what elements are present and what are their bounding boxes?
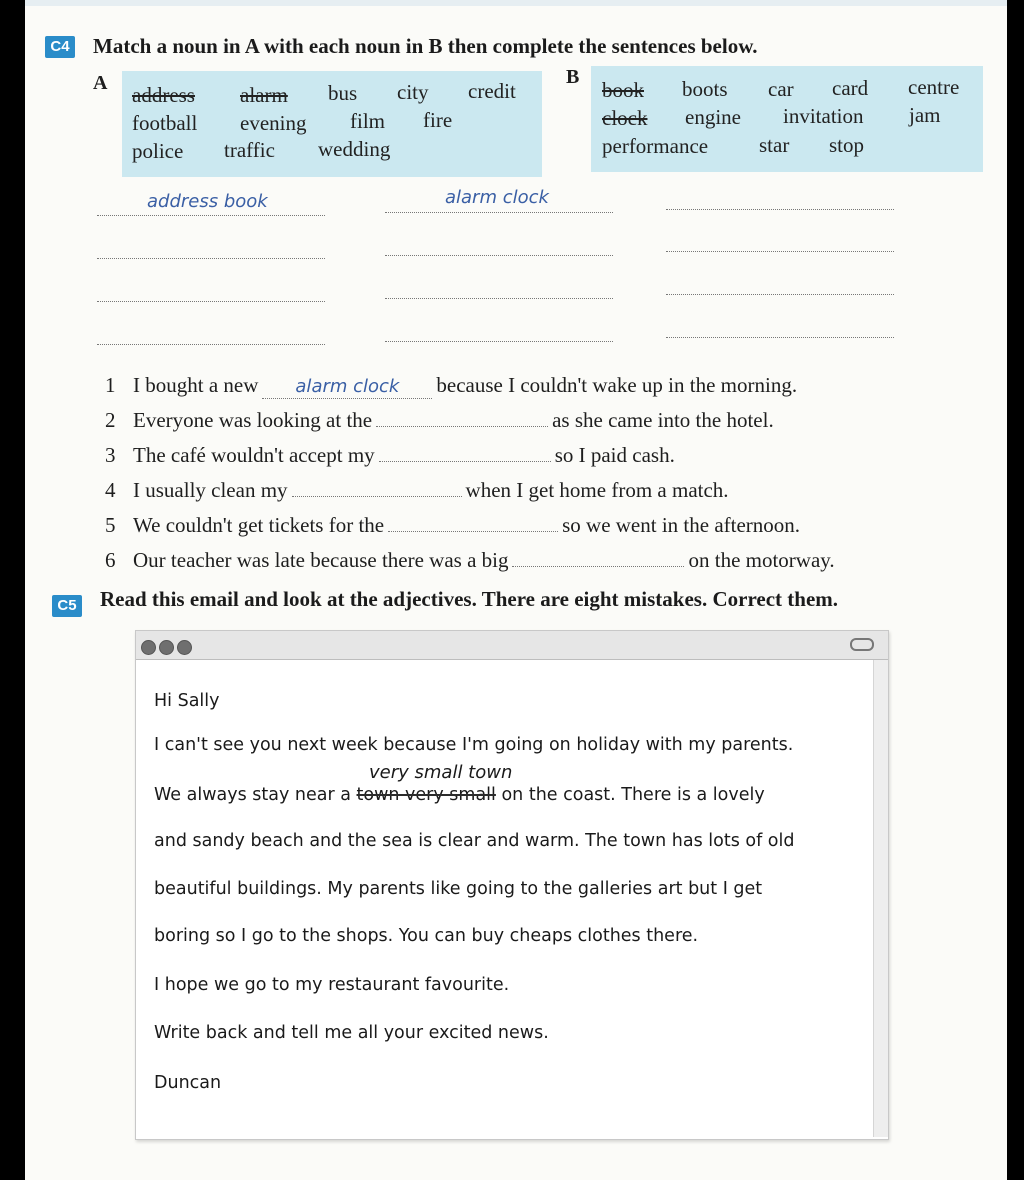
sentence-text: Our teacher was late because there was a big [133, 548, 509, 572]
answer-2: alarm clock [445, 187, 549, 208]
sentence-text: I usually clean my [133, 478, 288, 502]
email-line: and sandy beach and the sea is clear and warm. The town has lots of old [154, 831, 795, 851]
email-line [154, 785, 765, 805]
c4-instruction: Match a noun in A with each noun in B then complete the sentences below. [93, 34, 758, 58]
noun-a-credit: credit [468, 79, 516, 103]
workbook-page [25, 0, 1007, 1180]
sentence-text: as she came into the hotel. [552, 408, 774, 432]
noun-b-centre: centre [908, 75, 960, 99]
noun-b-clock: clock [602, 106, 648, 130]
noun-box-b [591, 66, 983, 172]
email-line: I hope we go to my restaurant favourite. [154, 975, 510, 995]
sentence-1 [105, 373, 797, 399]
sentence-gap[interactable] [292, 492, 462, 497]
sentence-gap[interactable] [388, 527, 558, 532]
sentence-text: so we went in the afternoon. [562, 513, 801, 537]
noun-b-performance: performance [602, 134, 709, 158]
noun-b-jam: jam [909, 103, 941, 127]
answer-line[interactable] [97, 344, 325, 345]
email-line: I can't see you next week because I'm going on holiday with my parents. [154, 735, 794, 755]
noun-a-fire: fire [423, 108, 453, 132]
email-greeting: Hi Sally [154, 691, 220, 711]
sentence-gap[interactable] [512, 562, 684, 567]
noun-b-stop: stop [829, 133, 865, 157]
answer-line[interactable] [666, 251, 894, 252]
sentence-text: so I paid cash. [554, 443, 675, 467]
toolbar-toggle-icon[interactable] [850, 638, 874, 651]
sentence-number: 6 [105, 548, 116, 572]
email-signoff: Duncan [154, 1073, 222, 1093]
noun-a-traffic: traffic [224, 138, 275, 162]
noun-a-wedding: wedding [318, 137, 391, 161]
sentence-text: on the motorway. [688, 548, 835, 572]
sentence-gap[interactable] [376, 422, 548, 427]
noun-b-card: card [832, 76, 869, 100]
sentence-text: because I couldn't wake up in the morning. [436, 373, 798, 397]
noun-b-invitation: invitation [783, 104, 864, 128]
sentence-number: 3 [105, 443, 116, 467]
answer-line[interactable] [666, 294, 894, 295]
window-titlebar [136, 631, 888, 660]
sentence-number: 2 [105, 408, 116, 432]
sentence-5 [105, 513, 800, 538]
noun-a-alarm: alarm [240, 83, 288, 107]
sentence-number: 5 [105, 513, 116, 537]
handwritten-correction: very small town [369, 762, 513, 783]
email-window [135, 630, 889, 1140]
noun-box-a [122, 71, 542, 177]
window-zoom-icon[interactable] [177, 640, 192, 655]
noun-a-football: football [132, 111, 198, 135]
email-text: on the coast. There is a lovely [495, 785, 765, 805]
struck-text: town very small [356, 785, 496, 805]
noun-b-car: car [768, 77, 794, 101]
sentence-6 [105, 548, 835, 573]
noun-a-police: police [132, 139, 184, 163]
answer-line[interactable] [666, 337, 894, 338]
top-strip [25, 0, 1007, 6]
answer-line[interactable] [385, 255, 613, 256]
noun-b-book: book [602, 78, 644, 102]
answer-line[interactable] [385, 298, 613, 299]
noun-a-address: address [132, 83, 195, 107]
sentence-text: I bought a new [133, 373, 259, 397]
email-text: We always stay near a [154, 785, 357, 805]
answer-line[interactable] [385, 341, 613, 342]
noun-b-engine: engine [685, 105, 741, 129]
sentence-text: The café wouldn't accept my [133, 443, 375, 467]
noun-a-bus: bus [328, 81, 358, 105]
handwritten-answer: alarm clock [295, 376, 400, 397]
box-a-label: A [93, 72, 108, 94]
c5-instruction: Read this email and look at the adjectives. There are eight mistakes. Correct them. [100, 587, 839, 611]
answer-line[interactable] [97, 301, 325, 302]
sentence-text: Everyone was looking at the [133, 408, 373, 432]
answer-line[interactable] [385, 212, 613, 213]
noun-a-evening: evening [240, 111, 307, 135]
box-b-label: B [566, 66, 580, 88]
sentence-4 [105, 478, 729, 503]
sentence-3 [105, 443, 675, 468]
answer-1: address book [147, 191, 268, 212]
answer-line[interactable] [666, 209, 894, 210]
email-line: Write back and tell me all your excited news. [154, 1023, 549, 1043]
noun-a-film: film [350, 109, 385, 133]
sentence-number: 4 [105, 478, 116, 502]
email-line: beautiful buildings. My parents like going to the galleries art but I get [154, 879, 763, 899]
answer-line[interactable] [97, 215, 325, 216]
noun-b-boots: boots [682, 77, 728, 101]
noun-a-city: city [397, 80, 429, 104]
scrollbar[interactable] [873, 660, 888, 1137]
email-line: boring so I go to the shops. You can buy cheaps clothes there. [154, 926, 699, 946]
sentence-text: We couldn't get tickets for the [133, 513, 385, 537]
sentence-text: when I get home from a match. [465, 478, 729, 502]
sentence-number: 1 [105, 373, 116, 397]
exercise-badge-c4: C4 [45, 36, 75, 58]
window-close-icon[interactable] [141, 640, 156, 655]
noun-b-star: star [759, 133, 790, 157]
sentence-gap[interactable] [379, 457, 551, 462]
sentence-2 [105, 408, 774, 433]
answer-line[interactable] [97, 258, 325, 259]
sentence-gap[interactable] [262, 373, 432, 399]
exercise-badge-c5: C5 [52, 595, 82, 617]
window-minimize-icon[interactable] [159, 640, 174, 655]
